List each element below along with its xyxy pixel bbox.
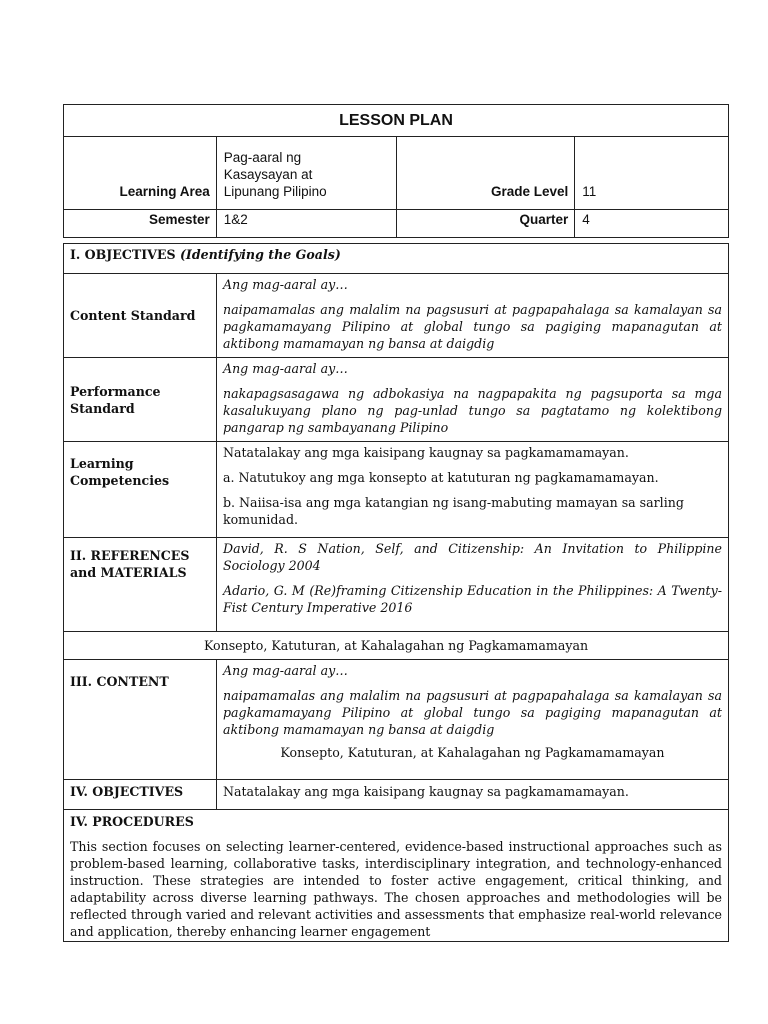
content-standard-cell — [216, 274, 728, 358]
quarter-label: Quarter — [396, 210, 575, 238]
learning-competencies-cell — [216, 442, 728, 538]
learning-competencies-label: Learning Competencies — [64, 442, 217, 538]
references-cell — [216, 538, 728, 632]
objectives-heading-italic: (Identifying the Goals) — [179, 247, 341, 262]
lesson-plan-title: LESSON PLAN — [64, 105, 729, 137]
competency-item: b. Naiisa-isa ang mga katangian ng isang-mabuting mamayan sa sarling komunidad. — [222, 495, 684, 527]
references-label: II. REFERENCES and MATERIALS — [64, 538, 217, 632]
procedures-label: IV. PROCEDURES — [70, 814, 194, 829]
performance-standard-text: nakapagsasagawa ng adbokasiya na nagpapakita ng pagsuporta sa mga kasalukuyang plano ng pag-unlad tungo sa pagtatamo ng kolektibong pangarap ng sambayanang Pilipino — [222, 386, 722, 435]
content-standard-intro: Ang mag-aaral ay… — [222, 277, 348, 292]
competency-item: Natatalakay ang mga kaisipang kaugnay sa pagkamamamayan. — [222, 445, 629, 460]
performance-standard-intro: Ang mag-aaral ay… — [222, 361, 348, 376]
grade-level-value: 11 — [575, 137, 729, 210]
content-section-intro: Ang mag-aaral ay… — [222, 663, 348, 678]
content-standard-text: naipamamalas ang malalim na pagsusuri at pagpapahalaga sa kamalayan sa pagkamamayang Pilipino at global tungo sa pagiging mapanagutan at aktibong mamamayan ng bansa at daigdig — [222, 302, 722, 351]
procedures-cell — [64, 810, 729, 942]
objectives-heading — [64, 244, 729, 274]
grade-level-label: Grade Level — [396, 137, 575, 210]
competency-item: a. Natutukoy ang mga konsepto at katuturan ng pagkamamamayan. — [222, 470, 659, 485]
lesson-plan-header-table — [63, 104, 729, 238]
semester-value: 1&2 — [216, 210, 396, 238]
learning-area-label: Learning Area — [64, 137, 217, 210]
objectives-heading-prefix: I. OBJECTIVES — [70, 247, 180, 262]
objectives-iv-text: Natatalakay ang mga kaisipang kaugnay sa pagkamamamayan. — [216, 780, 728, 810]
quarter-value: 4 — [575, 210, 729, 238]
reference-item: Adario, G. M (Re)framing Citizenship Education in the Philippines: A Twenty-Fist Century Imperative 2016 — [222, 583, 722, 615]
performance-standard-label: Performance Standard — [64, 358, 217, 442]
content-section-text: naipamamalas ang malalim na pagsusuri at pagpapahalaga sa kamalayan sa pagkamamayang Pilipino at global tungo sa pagiging mapanagutan at aktibong mamamayan ng bansa at daigdig — [222, 688, 722, 737]
objectives-iv-label: IV. OBJECTIVES — [64, 780, 217, 810]
lesson-plan-body-table — [63, 243, 729, 942]
reference-item: David, R. S Nation, Self, and Citizenship: An Invitation to Philippine Sociology 2004 — [222, 541, 722, 573]
procedures-text: This section focuses on selecting learner-centered, evidence-based instructional approaches such as problem-based learning, collaborative tasks, interdisciplinary integration, and technology-enhanced instruction. These strategies are intended to foster active engagement, critical thinking, and adaptability across diverse learning pathways. The chosen approaches and methodologies will be reflected through varied and relevant activities and assessments that emphasize real-world relevance and application, thereby enhancing learner engagement — [70, 839, 722, 939]
content-section-cell — [216, 660, 728, 780]
performance-standard-cell — [216, 358, 728, 442]
content-section-topic: Konsepto, Katuturan, at Kahalagahan ng Pagkamamamayan — [280, 745, 665, 760]
learning-area-value: Pag-aaral ng Kasaysayan at Lipunang Pilipino — [216, 137, 396, 210]
semester-label: Semester — [64, 210, 217, 238]
topic-banner: Konsepto, Katuturan, at Kahalagahan ng Pagkamamamayan — [64, 632, 729, 660]
content-standard-label: Content Standard — [64, 274, 217, 358]
content-section-label: III. CONTENT — [64, 660, 217, 780]
